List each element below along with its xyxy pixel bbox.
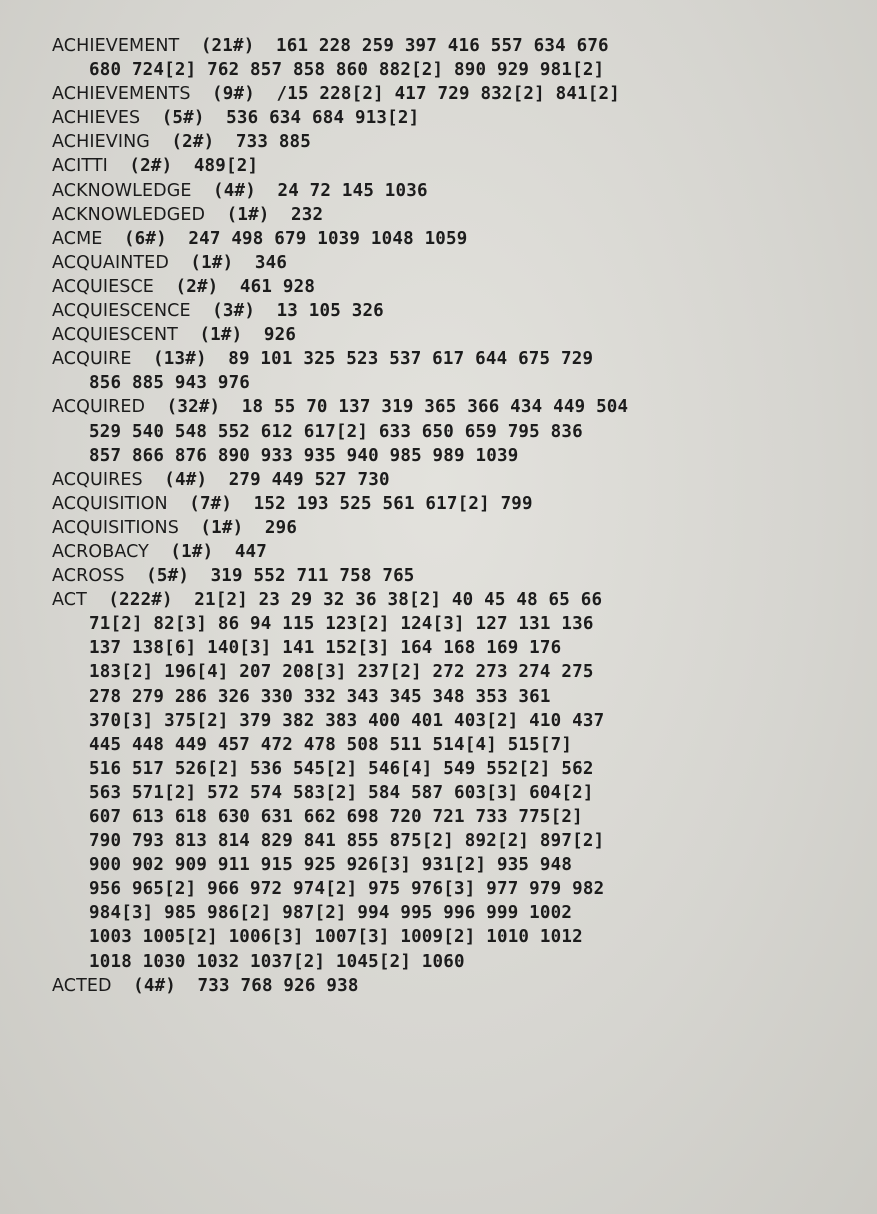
index-entry	[52, 275, 852, 299]
entry-page-refs: 447	[234, 541, 268, 562]
entry-word: ACKNOWLEDGED	[52, 204, 206, 225]
entry-word: ACQUIESCE	[52, 276, 154, 297]
entry-continuation-line	[52, 420, 852, 444]
entry-page-refs: 71[2] 82[3] 86 94 115 123[2] 124[3] 127 131 136	[89, 614, 594, 635]
entry-page-refs: 18 55 70 137 319 365 366 434 449 504	[241, 397, 629, 418]
entry-page-refs: 21[2] 23 29 32 36 38[2] 40 45 48 65 66	[194, 590, 603, 611]
entry-first-line	[52, 130, 852, 154]
entry-page-refs: 152 193 525 561 617[2] 799	[253, 493, 533, 514]
entry-count: (1#)	[190, 252, 234, 273]
entry-page-refs: 529 540 548 552 612 617[2] 633 650 659 795 836	[89, 421, 583, 442]
entry-count: (32#)	[166, 397, 221, 418]
entry-first-line	[52, 540, 852, 564]
entry-page-refs: 956 965[2] 966 972 974[2] 975 976[3] 977 979 982	[89, 879, 605, 900]
index-entry	[52, 588, 852, 974]
index-entry	[52, 82, 852, 106]
entry-word: ACHIEVEMENTS	[52, 84, 191, 105]
entry-word: ACQUISITION	[52, 493, 168, 514]
entry-page-refs: 1018 1030 1032 1037[2] 1045[2] 1060	[89, 951, 465, 972]
entry-word: ACROBACY	[52, 541, 149, 562]
entry-first-line	[52, 34, 852, 58]
index-entry	[52, 106, 852, 130]
index-entry	[52, 179, 852, 203]
entry-page-refs: 461 928	[239, 276, 316, 297]
entry-word: ACHIEVES	[52, 108, 141, 129]
entry-word: ACITTI	[52, 156, 108, 177]
entry-word: ACQUIRE	[52, 349, 132, 370]
entry-count: (3#)	[212, 301, 256, 322]
entry-count: (6#)	[123, 228, 167, 249]
entry-page-refs: 183[2] 196[4] 207 208[3] 237[2] 272 273 274 275	[89, 662, 594, 683]
entry-word: ACTED	[52, 975, 112, 996]
entry-page-refs: 161 228 259 397 416 557 634 676	[275, 36, 609, 56]
index-entry	[52, 203, 852, 227]
entry-word: ACQUIRED	[52, 397, 146, 418]
index-entry	[52, 299, 852, 323]
entry-continuation-line	[52, 733, 852, 757]
entry-count: (222#)	[108, 590, 173, 611]
entry-count: (7#)	[189, 493, 233, 514]
entry-count: (4#)	[164, 469, 208, 490]
entry-word: ACROSS	[52, 566, 125, 587]
index-entry	[52, 468, 852, 492]
entry-first-line	[52, 154, 852, 178]
entry-page-refs: 346	[254, 252, 288, 273]
entry-continuation-line	[52, 781, 852, 805]
index-entry	[52, 34, 852, 82]
index-entry	[52, 154, 852, 178]
entry-page-refs: 926	[263, 325, 297, 346]
entry-word: ACQUISITIONS	[52, 517, 179, 538]
index-entry	[52, 564, 852, 588]
entry-page-refs: 445 448 449 457 472 478 508 511 514[4] 515[7]	[89, 734, 573, 755]
entry-word: ACQUIRES	[52, 469, 143, 490]
entry-first-line	[52, 588, 852, 612]
index-entry	[52, 974, 852, 998]
entry-continuation-line	[52, 950, 852, 974]
entry-word: ACME	[52, 228, 103, 249]
entry-first-line	[52, 106, 852, 130]
entry-count: (21#)	[200, 36, 255, 56]
entry-page-refs: 680 724[2] 762 857 858 860 882[2] 890 929 981[2]	[89, 60, 605, 81]
entry-continuation-line	[52, 636, 852, 660]
entry-first-line	[52, 974, 852, 998]
entry-page-refs: 89 101 325 523 537 617 644 675 729	[228, 349, 594, 370]
entry-page-refs: 856 885 943 976	[89, 373, 251, 394]
entry-word: ACKNOWLEDGE	[52, 180, 192, 201]
entry-page-refs: 733 885	[235, 132, 312, 153]
entry-continuation-line	[52, 829, 852, 853]
entry-word: ACHIEVING	[52, 132, 150, 153]
entry-count: (5#)	[146, 566, 190, 587]
entry-word: ACHIEVEMENT	[52, 36, 180, 56]
entry-first-line	[52, 179, 852, 203]
entry-count: (1#)	[226, 204, 270, 225]
entry-first-line	[52, 492, 852, 516]
entry-word: ACQUIESCENCE	[52, 301, 191, 322]
entry-continuation-line	[52, 58, 852, 82]
entry-continuation-line	[52, 757, 852, 781]
entry-page-refs: 247 498 679 1039 1048 1059	[188, 228, 468, 249]
index-entry	[52, 130, 852, 154]
entry-page-refs: 24 72 145 1036	[277, 180, 428, 201]
entry-page-refs: 563 571[2] 572 574 583[2] 584 587 603[3] 604[2]	[89, 782, 594, 803]
entry-word: ACQUIESCENT	[52, 325, 178, 346]
index-entry	[52, 540, 852, 564]
entry-continuation-line	[52, 805, 852, 829]
entry-page-refs: 857 866 876 890 933 935 940 985 989 1039	[89, 445, 519, 466]
entry-word: ACT	[52, 590, 87, 611]
entry-page-refs: 489[2]	[193, 156, 259, 177]
entry-page-refs: 900 902 909 911 915 925 926[3] 931[2] 935 948	[89, 855, 573, 876]
entry-page-refs: 516 517 526[2] 536 545[2] 546[4] 549 552[2] 562	[89, 758, 594, 779]
entry-page-refs: /15 228[2] 417 729 832[2] 841[2]	[276, 84, 621, 105]
entry-first-line	[52, 516, 852, 540]
entry-first-line	[52, 203, 852, 227]
entry-first-line	[52, 468, 852, 492]
entry-page-refs: 370[3] 375[2] 379 382 383 400 401 403[2] 410 437	[89, 710, 605, 731]
entry-page-refs: 296	[264, 517, 298, 538]
entry-continuation-line	[52, 877, 852, 901]
entry-count: (2#)	[129, 156, 173, 177]
entry-continuation-line	[52, 685, 852, 709]
entry-first-line	[52, 251, 852, 275]
entry-first-line	[52, 347, 852, 371]
entry-page-refs: 13 105 326	[276, 301, 384, 322]
entry-page-refs: 137 138[6] 140[3] 141 152[3] 164 168 169 176	[89, 638, 562, 659]
index-entry	[52, 395, 852, 467]
entry-page-refs: 279 449 527 730	[228, 469, 390, 490]
entry-count: (2#)	[175, 276, 219, 297]
entry-first-line	[52, 275, 852, 299]
entry-word: ACQUAINTED	[52, 252, 169, 273]
entry-continuation-line	[52, 371, 852, 395]
entry-page-refs: 733 768 926 938	[197, 975, 359, 996]
entry-page-refs: 232	[291, 204, 324, 225]
entry-count: (4#)	[133, 975, 177, 996]
entry-first-line	[52, 323, 852, 347]
index-entry	[52, 251, 852, 275]
index-entry	[52, 227, 852, 251]
entry-continuation-line	[52, 612, 852, 636]
entry-continuation-line	[52, 660, 852, 684]
index-entry	[52, 516, 852, 540]
index-entry	[52, 347, 852, 395]
entry-count: (1#)	[200, 517, 244, 538]
entry-page-refs: 984[3] 985 986[2] 987[2] 994 995 996 999 1002	[89, 903, 573, 924]
entry-continuation-line	[52, 853, 852, 877]
entry-count: (1#)	[199, 325, 243, 346]
entry-page-refs: 790 793 813 814 829 841 855 875[2] 892[2] 897[2]	[89, 831, 605, 852]
entry-first-line	[52, 395, 852, 419]
entry-page-refs: 278 279 286 326 330 332 343 345 348 353 361	[89, 686, 551, 707]
entry-page-refs: 319 552 711 758 765	[210, 566, 415, 587]
entry-count: (5#)	[161, 108, 205, 129]
entry-page-refs: 536 634 684 913[2]	[226, 108, 420, 129]
index-entry	[52, 492, 852, 516]
entry-count: (1#)	[170, 541, 214, 562]
entry-continuation-line	[52, 709, 852, 733]
entry-page-refs: 1003 1005[2] 1006[3] 1007[3] 1009[2] 1010 1012	[89, 927, 583, 948]
entry-first-line	[52, 564, 852, 588]
entry-count: (2#)	[171, 132, 215, 153]
entry-count: (9#)	[212, 84, 255, 105]
concordance-page	[52, 34, 852, 998]
entry-continuation-line	[52, 444, 852, 468]
entry-count: (13#)	[153, 349, 207, 370]
entry-page-refs: 607 613 618 630 631 662 698 720 721 733 775[2]	[89, 807, 583, 827]
entry-continuation-line	[52, 925, 852, 949]
index-entry	[52, 323, 852, 347]
entry-first-line	[52, 82, 852, 106]
entry-first-line	[52, 227, 852, 251]
entry-continuation-line	[52, 901, 852, 925]
entry-count: (4#)	[213, 180, 256, 201]
entry-first-line	[52, 299, 852, 323]
